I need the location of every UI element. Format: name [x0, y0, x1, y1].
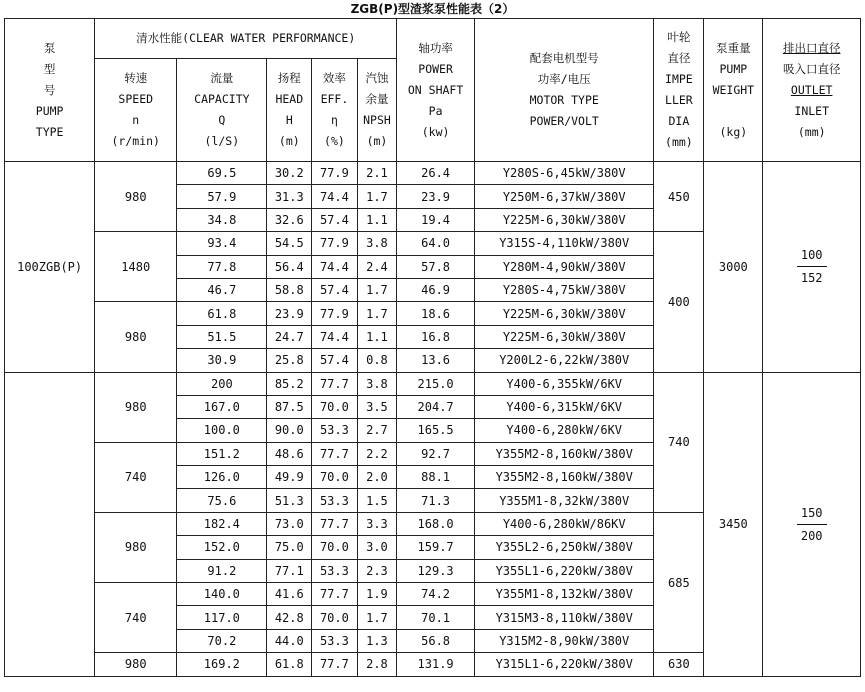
npsh-cell: 2.2	[357, 442, 396, 465]
power-cell: 74.2	[397, 583, 475, 606]
motor-cell: Y280M-4,90kW/380V	[474, 255, 653, 278]
outlet-value: 150	[797, 505, 827, 525]
eff-cell: 74.4	[312, 325, 358, 348]
head-cell: 58.8	[267, 278, 312, 301]
motor-cell: Y355M2-8,160kW/380V	[474, 442, 653, 465]
power-cell: 23.9	[397, 185, 475, 208]
header-weight: 泵重量 PUMP WEIGHT (kg)	[704, 19, 763, 162]
power-cell: 19.4	[397, 208, 475, 231]
header-outlet-inlet: 排出口直径 吸入口直径 OUTLET INLET (mm)	[763, 19, 861, 162]
eff-cell: 53.3	[312, 559, 358, 582]
power-cell: 18.6	[397, 302, 475, 325]
motor-cell: Y315M2-8,90kW/380V	[474, 629, 653, 652]
eff-cell: 77.7	[312, 583, 358, 606]
head-cell: 48.6	[267, 442, 312, 465]
power-cell: 71.3	[397, 489, 475, 512]
motor-cell: Y315L1-6,220kW/380V	[474, 653, 653, 676]
motor-cell: Y250M-6,37kW/380V	[474, 185, 653, 208]
head-cell: 49.9	[267, 466, 312, 489]
motor-cell: Y280S-4,75kW/380V	[474, 278, 653, 301]
eff-cell: 70.0	[312, 606, 358, 629]
npsh-cell: 1.3	[357, 629, 396, 652]
npsh-cell: 1.1	[357, 325, 396, 348]
table-title: ZGB(P)型渣浆泵性能表（2）	[350, 2, 515, 16]
npsh-cell: 2.8	[357, 653, 396, 676]
power-cell: 129.3	[397, 559, 475, 582]
head-cell: 31.3	[267, 185, 312, 208]
capacity-cell: 46.7	[177, 278, 267, 301]
npsh-cell: 1.5	[357, 489, 396, 512]
capacity-cell: 126.0	[177, 466, 267, 489]
power-cell: 46.9	[397, 278, 475, 301]
capacity-cell: 169.2	[177, 653, 267, 676]
motor-cell: Y400-6,280kW/6KV	[474, 419, 653, 442]
npsh-cell: 2.7	[357, 419, 396, 442]
pump-type-cell: 100ZGB(P)	[5, 162, 95, 373]
impeller-cell: 630	[654, 653, 704, 676]
capacity-cell: 77.8	[177, 255, 267, 278]
motor-cell: Y355M1-8,132kW/380V	[474, 583, 653, 606]
power-cell: 88.1	[397, 466, 475, 489]
head-cell: 32.6	[267, 208, 312, 231]
header-impeller: 叶轮 直径 IMPE LLER DIA (mm)	[654, 19, 704, 162]
head-cell: 24.7	[267, 325, 312, 348]
eff-cell: 77.9	[312, 232, 358, 255]
npsh-cell: 3.0	[357, 536, 396, 559]
eff-cell: 77.7	[312, 442, 358, 465]
speed-cell: 980	[95, 512, 177, 582]
eff-cell: 57.4	[312, 278, 358, 301]
power-cell: 131.9	[397, 653, 475, 676]
motor-cell: Y355M2-8,160kW/380V	[474, 466, 653, 489]
eff-cell: 53.3	[312, 489, 358, 512]
speed-cell: 980	[95, 372, 177, 442]
head-cell: 56.4	[267, 255, 312, 278]
eff-cell: 70.0	[312, 395, 358, 418]
power-cell: 57.8	[397, 255, 475, 278]
outlet-value: 100	[797, 247, 827, 267]
eff-cell: 70.0	[312, 466, 358, 489]
head-cell: 23.9	[267, 302, 312, 325]
npsh-cell: 1.9	[357, 583, 396, 606]
capacity-cell: 200	[177, 372, 267, 395]
motor-cell: Y315S-4,110kW/380V	[474, 232, 653, 255]
capacity-cell: 91.2	[177, 559, 267, 582]
head-cell: 87.5	[267, 395, 312, 418]
power-cell: 26.4	[397, 162, 475, 185]
weight-cell: 3000	[704, 162, 763, 373]
head-cell: 90.0	[267, 419, 312, 442]
eff-cell: 77.7	[312, 372, 358, 395]
head-cell: 25.8	[267, 349, 312, 372]
eff-cell: 53.3	[312, 419, 358, 442]
capacity-cell: 57.9	[177, 185, 267, 208]
npsh-cell: 2.0	[357, 466, 396, 489]
speed-cell: 980	[95, 653, 177, 676]
power-cell: 204.7	[397, 395, 475, 418]
speed-cell: 980	[95, 302, 177, 372]
head-cell: 75.0	[267, 536, 312, 559]
eff-cell: 77.7	[312, 653, 358, 676]
head-cell: 61.8	[267, 653, 312, 676]
header-clear-water: 清水性能(CLEAR WATER PERFORMANCE)	[95, 19, 397, 59]
head-cell: 51.3	[267, 489, 312, 512]
npsh-cell: 2.4	[357, 255, 396, 278]
power-cell: 64.0	[397, 232, 475, 255]
motor-cell: Y225M-6,30kW/380V	[474, 302, 653, 325]
table-header	[5, 19, 861, 162]
npsh-cell: 0.8	[357, 349, 396, 372]
eff-cell: 74.4	[312, 185, 358, 208]
power-cell: 13.6	[397, 349, 475, 372]
capacity-cell: 100.0	[177, 419, 267, 442]
eff-cell: 77.9	[312, 162, 358, 185]
head-cell: 30.2	[267, 162, 312, 185]
outlet-inlet-fraction	[797, 505, 827, 544]
performance-table	[4, 18, 861, 677]
head-cell: 85.2	[267, 372, 312, 395]
header-motor: 配套电机型号 功率/电压 MOTOR TYPE POWER/VOLT	[474, 19, 653, 162]
speed-cell: 740	[95, 442, 177, 512]
head-cell: 77.1	[267, 559, 312, 582]
head-cell: 44.0	[267, 629, 312, 652]
header-power: 轴功率 POWER ON SHAFT Pa (kw)	[397, 19, 475, 162]
power-cell: 92.7	[397, 442, 475, 465]
inlet-value: 200	[800, 528, 823, 543]
capacity-cell: 151.2	[177, 442, 267, 465]
npsh-cell: 3.8	[357, 232, 396, 255]
inlet-value: 152	[800, 271, 823, 286]
capacity-cell: 167.0	[177, 395, 267, 418]
motor-cell: Y200L2-6,22kW/380V	[474, 349, 653, 372]
motor-cell: Y355L1-6,220kW/380V	[474, 559, 653, 582]
head-cell: 73.0	[267, 512, 312, 535]
capacity-cell: 152.0	[177, 536, 267, 559]
outlet-inlet-fraction	[797, 247, 827, 286]
impeller-cell: 400	[654, 232, 704, 372]
table-row	[5, 162, 861, 185]
npsh-cell: 2.1	[357, 162, 396, 185]
power-cell: 70.1	[397, 606, 475, 629]
header-capacity: 流量 CAPACITY Q (l/S)	[177, 59, 267, 162]
npsh-cell: 3.5	[357, 395, 396, 418]
power-cell: 165.5	[397, 419, 475, 442]
motor-cell: Y280S-6,45kW/380V	[474, 162, 653, 185]
eff-cell: 53.3	[312, 629, 358, 652]
capacity-cell: 30.9	[177, 349, 267, 372]
outlet-inlet-cell	[763, 162, 861, 373]
capacity-cell: 51.5	[177, 325, 267, 348]
capacity-cell: 117.0	[177, 606, 267, 629]
pump-type-cell	[5, 372, 95, 676]
npsh-cell: 3.3	[357, 512, 396, 535]
motor-cell: Y225M-6,30kW/380V	[474, 208, 653, 231]
motor-cell: Y400-6,355kW/6KV	[474, 372, 653, 395]
impeller-cell: 740	[654, 372, 704, 512]
header-head: 扬程 HEAD H (m)	[267, 59, 312, 162]
eff-cell: 57.4	[312, 349, 358, 372]
eff-cell: 57.4	[312, 208, 358, 231]
capacity-cell: 140.0	[177, 583, 267, 606]
motor-cell: Y400-6,315kW/6KV	[474, 395, 653, 418]
npsh-cell: 1.7	[357, 606, 396, 629]
impeller-cell: 450	[654, 162, 704, 232]
speed-cell: 980	[95, 162, 177, 232]
eff-cell: 77.9	[312, 302, 358, 325]
power-cell: 16.8	[397, 325, 475, 348]
header-eff: 效率 EFF. η (%)	[312, 59, 358, 162]
eff-cell: 70.0	[312, 536, 358, 559]
eff-cell: 77.7	[312, 512, 358, 535]
npsh-cell: 1.7	[357, 185, 396, 208]
eff-cell: 74.4	[312, 255, 358, 278]
outlet-inlet-cell	[763, 372, 861, 676]
header-speed: 转速 SPEED n (r/min)	[95, 59, 177, 162]
power-cell: 56.8	[397, 629, 475, 652]
npsh-cell: 1.7	[357, 278, 396, 301]
header-pump-type: 泵 型 号 PUMP TYPE	[5, 19, 95, 162]
weight-cell: 3450	[704, 372, 763, 676]
motor-cell: Y225M-6,30kW/380V	[474, 325, 653, 348]
capacity-cell: 34.8	[177, 208, 267, 231]
head-cell: 41.6	[267, 583, 312, 606]
header-npsh: 汽蚀 余量 NPSH (m)	[357, 59, 396, 162]
table-row	[5, 372, 861, 395]
motor-cell: Y355L2-6,250kW/380V	[474, 536, 653, 559]
capacity-cell: 182.4	[177, 512, 267, 535]
capacity-cell: 61.8	[177, 302, 267, 325]
npsh-cell: 1.1	[357, 208, 396, 231]
impeller-cell: 685	[654, 512, 704, 652]
capacity-cell: 93.4	[177, 232, 267, 255]
table-body	[5, 162, 861, 677]
npsh-cell: 2.3	[357, 559, 396, 582]
capacity-cell: 69.5	[177, 162, 267, 185]
power-cell: 159.7	[397, 536, 475, 559]
capacity-cell: 75.6	[177, 489, 267, 512]
power-cell: 215.0	[397, 372, 475, 395]
speed-cell: 1480	[95, 232, 177, 302]
motor-cell: Y400-6,280kW/86KV	[474, 512, 653, 535]
speed-cell: 740	[95, 583, 177, 653]
motor-cell: Y355M1-8,32kW/380V	[474, 489, 653, 512]
npsh-cell: 1.7	[357, 302, 396, 325]
head-cell: 42.8	[267, 606, 312, 629]
npsh-cell: 3.8	[357, 372, 396, 395]
motor-cell: Y315M3-8,110kW/380V	[474, 606, 653, 629]
power-cell: 168.0	[397, 512, 475, 535]
head-cell: 54.5	[267, 232, 312, 255]
capacity-cell: 70.2	[177, 629, 267, 652]
